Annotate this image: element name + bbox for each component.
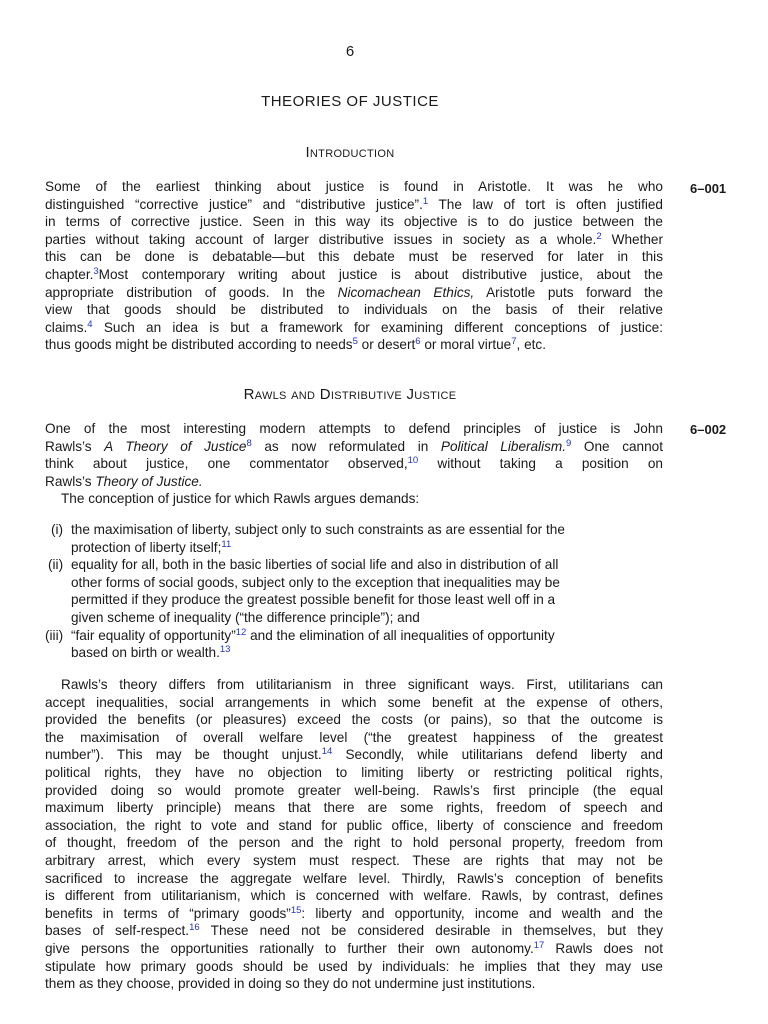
text-line: chapter.$^3$Most contemporary writing about justice is about distributive justice, about the bbox=[45, 265, 663, 282]
text-line: stipulate how primary goods should be used by individuals: he implies that they may use bbox=[45, 958, 663, 974]
list-marker: (iii) bbox=[45, 627, 64, 643]
footnote-ref[interactable]: 2 bbox=[596, 230, 602, 242]
list-item: (ii) equality for all, both in the basic liberties of social life and also in distribution of all other forms of social goods, subject only to the exception that inequalities may be permitted if they produce the greatest possible benefit for those least well off in a given scheme of inequality (“the difference principle”); and bbox=[48, 557, 560, 625]
text-line: parties without taking account of larger distributive issues in society as a whole.$^2$ Whether bbox=[45, 230, 664, 247]
text-line: the maximisation of overall welfare level (“the greatest happiness of the greatest bbox=[45, 729, 663, 745]
text-line: bases of self-respect.$^{16}$ These need not be considered desirable in themselves, but they bbox=[45, 922, 664, 939]
footnote-ref[interactable]: 6 bbox=[415, 336, 421, 348]
text-line: appropriate distribution of goods. In the Nicomachean Ethics, Aristotle puts forward the bbox=[45, 284, 664, 300]
intro-paragraph bbox=[45, 178, 663, 354]
text-line: think about justice, one commentator observed,$^{10}$ without taking a position on bbox=[45, 455, 663, 472]
footnote-ref[interactable]: 8 bbox=[246, 437, 252, 449]
footnote-ref[interactable]: 13 bbox=[219, 644, 231, 656]
list-marker: (ii) bbox=[48, 557, 64, 573]
text-line: maximum liberty principle) means that there are some rights, freedom of speech and bbox=[45, 800, 663, 816]
margin-paragraph-ref: 6–001 bbox=[690, 181, 727, 196]
text-line: distinguished “corrective justice” and “distributive justice”.$^1$ The law of tort is often justified bbox=[45, 195, 663, 212]
footnote-ref[interactable]: 7 bbox=[511, 336, 517, 348]
text-line: is different from utilitarianism, which is concerned with welfare. Rawls, by contrast, defines bbox=[45, 888, 663, 904]
text-line: association, the right to vote and stand for public office, liberty of conscience and freedom bbox=[45, 817, 663, 833]
page-number: 6 bbox=[345, 43, 355, 60]
text-line: claims.$^4$ Such an idea is but a framework for examining different conceptions of justice: bbox=[45, 318, 663, 335]
section-heading-introduction: Introduction bbox=[305, 144, 395, 161]
footnote-ref[interactable]: 5 bbox=[352, 336, 358, 348]
text-line: political rights, they have no objection to limiting liberty or restricting political rights, bbox=[45, 764, 663, 780]
text-line: accept inequalities, social arrangements in which some benefit at the expense of others, bbox=[45, 694, 663, 710]
principles-list bbox=[45, 521, 663, 662]
list-item: (iii) “fair equality of opportunity”$^{12}$ and the elimination of all inequalities of opportunity based on birth or wealth.$^{13}$ bbox=[45, 626, 555, 661]
text-line: this can be done is debatable—but this debate must be reserved for later in this bbox=[45, 249, 663, 265]
text-line: of thought, freedom of the person and the right to hold personal property, freedom from bbox=[45, 835, 663, 851]
text-line: thus goods might be distributed according to needs$^5$ or desert$^6$ or moral virtue$^7$, etc. bbox=[45, 336, 547, 353]
text-line: view that goods should be distributed to individuals on the basis of their relative bbox=[45, 302, 663, 318]
text-line: give persons the opportunities rationally to further their own autonomy.$^{17}$ Rawls does not bbox=[45, 939, 663, 956]
text-line: provided the benefits (or pleasures) exceed the costs (or pains), so that the outcome is bbox=[45, 712, 663, 728]
footnote-ref[interactable]: 1 bbox=[422, 195, 429, 207]
footnote-ref[interactable]: 3 bbox=[93, 265, 99, 277]
text-line: One of the most interesting modern attempts to defend principles of justice is John bbox=[45, 421, 663, 436]
footnote-ref[interactable]: 11 bbox=[221, 538, 232, 550]
text-line: provided doing so would promote greater well-being. Rawls’s first principle (the equal bbox=[45, 782, 663, 798]
utilitarianism-paragraph bbox=[45, 676, 663, 993]
text-line: The conception of justice for which Rawls argues demands: bbox=[61, 491, 420, 507]
footnote-ref[interactable]: 16 bbox=[189, 922, 200, 934]
footnote-ref[interactable]: 14 bbox=[321, 746, 333, 758]
margin-paragraph-ref: 6–002 bbox=[690, 422, 727, 437]
rawls-paragraph bbox=[45, 420, 663, 508]
footnote-ref[interactable]: 10 bbox=[407, 455, 419, 467]
text-line: them as they choose, provided in doing so they do not undermine just institutions. bbox=[45, 976, 536, 992]
section-heading-rawls: Rawls and Distributive Justice bbox=[243, 386, 457, 403]
text-line: benefits in terms of “primary goods”$^{15}$: liberty and opportunity, income and wealth and the bbox=[45, 904, 663, 921]
footnote-ref[interactable]: 17 bbox=[533, 939, 545, 951]
text-line: number”). This may be thought unjust.$^{14}$ Secondly, while utilitarians defend liberty and bbox=[45, 746, 663, 763]
text-line: Some of the earliest thinking about justice is found in Aristotle. It was he who bbox=[45, 179, 663, 194]
footnote-ref[interactable]: 4 bbox=[87, 318, 93, 330]
text-line: in terms of corrective justice. Seen in this way its objective is to do justice between the bbox=[45, 214, 663, 230]
footnote-ref[interactable]: 15 bbox=[290, 904, 302, 916]
list-item: (i) the maximisation of liberty, subject only to such constraints as are essential for the protection of liberty itself;$^{11}$ bbox=[51, 522, 565, 555]
list-marker: (i) bbox=[51, 522, 64, 537]
chapter-title: THEORIES OF JUSTICE bbox=[261, 93, 439, 110]
footnote-ref[interactable]: 9 bbox=[566, 437, 572, 449]
footnote-ref[interactable]: 12 bbox=[235, 626, 247, 638]
text-line: sacrificed to increase the aggregate welfare level. Thirdly, Rawls’s conception of benefits bbox=[45, 870, 663, 886]
text-line: Rawls’s theory differs from utilitarianism in three significant ways. First, utilitarians can bbox=[61, 677, 663, 692]
text-line: arbitrary arrest, which every system must respect. These are rights that may not be bbox=[45, 852, 663, 868]
text-line: Rawls’s Theory of Justice. bbox=[45, 473, 203, 489]
text-line: Rawls’s A Theory of Justice$^8$ as now reformulated in Political Liberalism.$^9$ One cannot bbox=[45, 437, 664, 454]
